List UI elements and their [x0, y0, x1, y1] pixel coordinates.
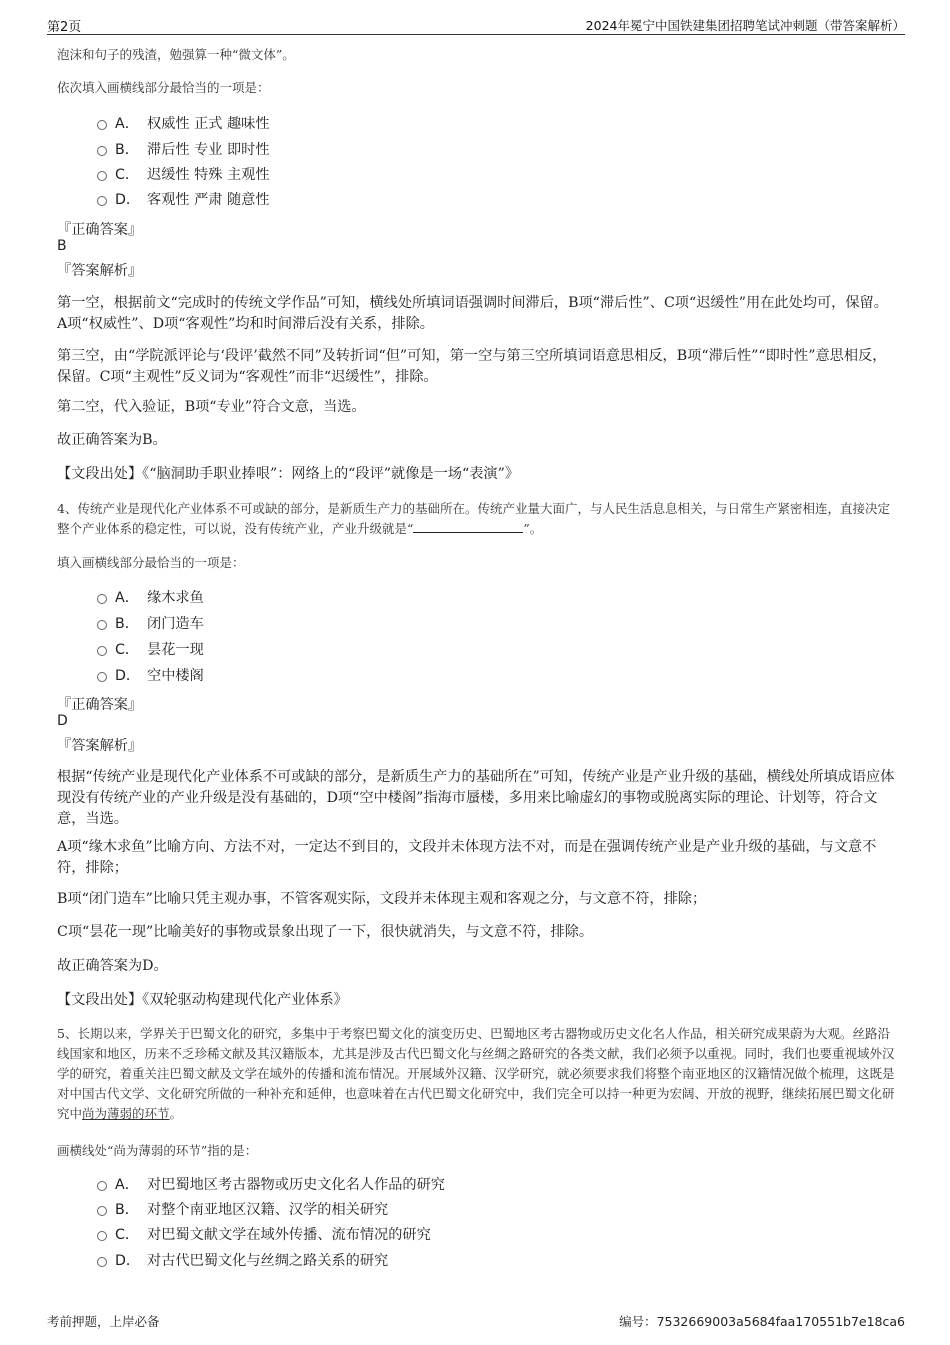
q5-option-c[interactable]: C． 对巴蜀文献文学在域外传播、流布情况的研究 [97, 1224, 431, 1246]
q3-answer: B [57, 238, 67, 254]
q4-source: 【文段出处】《双轮驱动构建现代化产业体系》 [57, 992, 348, 1008]
radio-icon[interactable] [97, 620, 107, 630]
q3-analysis-paragraph: 故正确答案为B。 [57, 432, 167, 448]
q4-analysis-paragraph: A项“缘木求鱼”比喻方向、方法不对，一定达不到目的，文段并未体现方法不对，而是在强调传统产业是产业升级的基础，与文意不符，排除； [57, 839, 877, 876]
q5-option-b[interactable]: B． 对整个南亚地区汉籍、汉学的相关研究 [97, 1199, 388, 1221]
q3-analysis-paragraph: 第一空，根据前文“完成时的传统文学作品”可知，横线处所填词语强调时间滞后，B项“滞后性”、C项“迟缓性”用在此处均可，保留。A项“权威性”、D项“客观性”均和时间滞后没有关系，排除。 [57, 295, 888, 332]
q4-blank [413, 520, 523, 533]
q5-prompt: 画横线处“尚为薄弱的环节”指的是： [57, 1143, 258, 1158]
q4-analysis-paragraph: 故正确答案为D。 [57, 958, 168, 974]
radio-icon[interactable] [97, 594, 107, 604]
q4-analysis-paragraph: 根据“传统产业是现代化产业体系不可或缺的部分，是新质生产力的基础所在”可知，传统产业是产业升级的基础，横线处所填成语应体现没有传统产业的产业升级是没有基础的，D项“空中楼阁”指海市蜃楼，多用来比喻虚幻的事物或脱离实际的理论、计划等，符合文意，当选。 [57, 769, 895, 827]
q5-option-d[interactable]: D． 对古代巴蜀文化与丝绸之路关系的研究 [97, 1250, 388, 1272]
q3-source: 【文段出处】《“脑洞助手职业捧哏”：网络上的“段评”就像是一场“表演”》 [57, 466, 520, 482]
radio-icon[interactable] [97, 171, 107, 181]
q4-option-a[interactable]: A． 缘木求鱼 [97, 587, 204, 609]
q3-option-c[interactable]: C． 迟缓性 特殊 主观性 [97, 164, 270, 186]
q4-option-b[interactable]: B． 闭门造车 [97, 613, 204, 635]
q5-option-a[interactable]: A． 对巴蜀地区考古器物或历史文化名人作品的研究 [97, 1174, 445, 1196]
q3-option-a[interactable]: A． 权威性 正式 趣味性 [97, 113, 270, 135]
q4-option-d[interactable]: D． 空中楼阁 [97, 665, 204, 687]
radio-icon[interactable] [97, 196, 107, 206]
q3-answer-label: 『正确答案』 [57, 222, 143, 238]
radio-icon[interactable] [97, 672, 107, 682]
q4-option-c[interactable]: C． 昙花一现 [97, 639, 204, 661]
radio-icon[interactable] [97, 1206, 107, 1216]
q3-option-b[interactable]: B． 滞后性 专业 即时性 [97, 139, 270, 161]
q4-answer: D [57, 713, 68, 729]
q3-option-d[interactable]: D． 客观性 严肃 随意性 [97, 189, 270, 211]
q3-prompt: 依次填入画横线部分最恰当的一项是： [57, 80, 270, 95]
q5-stem: 5、长期以来，学界关于巴蜀文化的研究，多集中于考察巴蜀文化的演变历史、巴蜀地区考古器物或历史文化名人作品，相关研究成果蔚为大观。丝路沿线国家和地区，历来不乏珍稀文献及其汉籍版本，尤其是涉及古代巴蜀文化与丝绸之路研究的各类文献，我们必须予以重视。同时，我们也要重视域外汉学的研究，着重关注巴蜀文献及文学在域外的传播和流布情况。开展域外汉籍、汉学研究，就必须要求我们将整个南亚地区的汉籍情况做个梳理，这既是对中国古代文学、文化研究所做的一种补充和延伸，也意味着在古代巴蜀文化研究中，我们完全可以持一种更为宏阔、开放的视野，继续拓展巴蜀文化研究中尚为薄弱的环节。 [57, 1026, 895, 1121]
page-header [47, 12, 905, 35]
radio-icon[interactable] [97, 146, 107, 156]
q4-answer-label: 『正确答案』 [57, 697, 143, 713]
q4-analysis-paragraph: B项“闭门造车”比喻只凭主观办事，不管客观实际，文段并未体现主观和客观之分，与文意不符，排除； [57, 891, 707, 907]
q4-analysis-label: 『答案解析』 [57, 738, 143, 754]
q5-underlined-phrase: 尚为薄弱的环节 [82, 1106, 170, 1121]
page-number: 第2页 [47, 20, 82, 35]
q3-stem-tail: 泡沫和句子的残渣，勉强算一种“微文体”。 [57, 47, 295, 62]
q3-analysis-label: 『答案解析』 [57, 263, 143, 279]
q3-analysis-paragraph: 第二空，代入验证，B项“专业”符合文意，当选。 [57, 399, 366, 415]
q3-analysis-paragraph: 第三空，由“学院派评论与‘段评’截然不同”及转折词“但”可知，第一空与第三空所填词语意思相反，B项“滞后性”“即时性”意思相反，保留。C项“主观性”反义词为“客观性”而非“迟缓性”，排除。 [57, 348, 887, 385]
document-title: 2024年冕宁中国铁建集团招聘笔试冲刺题（带答案解析） [585, 18, 905, 33]
q4-analysis-paragraph: C项“昙花一现”比喻美好的事物或景象出现了一下，很快就消失，与文意不符，排除。 [57, 924, 594, 940]
footer-slogan: 考前押题，上岸必备 [47, 1314, 160, 1329]
radio-icon[interactable] [97, 1181, 107, 1191]
q4-stem: 4、传统产业是现代化产业体系不可或缺的部分，是新质生产力的基础所在。传统产业量大面广，与人民生活息息相关，与日常生产紧密相连，直接决定整个产业体系的稳定性，可以说，没有传统产业，产业升级就是“ ”。 [57, 501, 890, 536]
radio-icon[interactable] [97, 120, 107, 130]
radio-icon[interactable] [97, 1257, 107, 1267]
document-id: 编号：7532669003a5684faa170551b7e18ca6 [619, 1314, 905, 1329]
radio-icon[interactable] [97, 646, 107, 656]
q4-prompt: 填入画横线部分最恰当的一项是： [57, 555, 245, 570]
radio-icon[interactable] [97, 1231, 107, 1241]
